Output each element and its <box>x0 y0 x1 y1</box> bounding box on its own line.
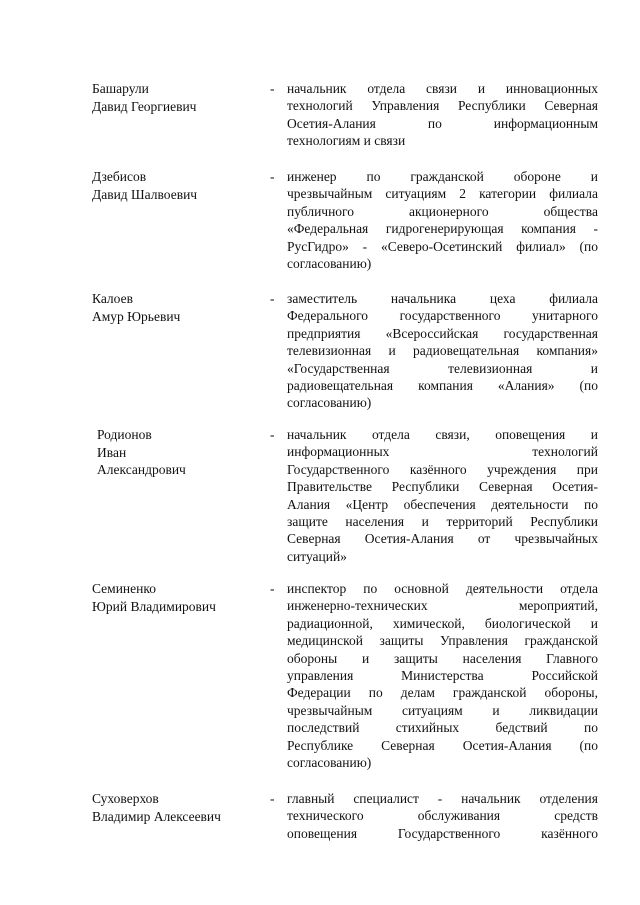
member-name-line: Суховерхов <box>92 791 159 806</box>
position-line: защите населения и территорий Республики <box>287 514 598 530</box>
member-name-line: Иван <box>97 444 127 460</box>
position-line: чрезвычайным ситуациям 2 категории филиала <box>287 186 598 202</box>
position-line: «Государственная телевизионная и <box>287 360 598 376</box>
position-line: заместитель начальника цеха филиала <box>287 291 598 306</box>
member-position <box>287 790 598 842</box>
position-line: публичного акционерного общества <box>287 203 598 219</box>
member-name-line: Дзебисов <box>92 169 147 184</box>
member-name-line: Семиненко <box>92 581 156 596</box>
separator-dash: - <box>270 81 275 96</box>
position-line: технологий Управления Республики Северная <box>287 98 598 114</box>
member-name <box>92 290 180 325</box>
position-line: информационных технологий <box>287 444 598 460</box>
position-line: последствий стихийных бедствий по <box>287 720 598 736</box>
member-name <box>92 168 197 203</box>
position-line: Федерации по делам гражданской обороны, <box>287 685 598 701</box>
position-line: Федерального государственного унитарного <box>287 308 598 324</box>
position-line: технического обслуживания средств <box>287 808 598 824</box>
position-line: главный специалист - начальник отделения <box>287 791 598 806</box>
separator-dash: - <box>270 169 275 184</box>
member-position <box>287 168 598 272</box>
position-line: радиовещательная компания «Алания» (по <box>287 378 598 394</box>
member-position <box>287 290 598 412</box>
member-position <box>287 80 598 150</box>
position-line: управления Министерства Российской <box>287 668 598 684</box>
separator-dash: - <box>270 581 275 596</box>
member-position <box>287 580 598 771</box>
position-line: обороны и защиты населения Главного <box>287 650 598 666</box>
position-line: оповещения Государственного казённого <box>287 825 598 841</box>
position-line: медицинской защиты Управления гражданской <box>287 633 598 649</box>
separator-dash: - <box>270 427 275 442</box>
position-line: согласованию) <box>287 256 372 272</box>
member-name-line: Калоев <box>92 291 133 306</box>
position-line: предприятия «Всероссийская государственная <box>287 325 598 341</box>
position-line: инспектор по основной деятельности отдела <box>287 581 598 596</box>
position-line: Республике Северная Осетия-Алания (по <box>287 737 598 753</box>
position-line: Северная Осетия-Алания от чрезвычайных <box>287 531 598 547</box>
position-line: начальник отдела связи, оповещения и <box>287 427 598 442</box>
position-line: ситуаций» <box>287 548 347 564</box>
position-line: технологиям и связи <box>287 133 406 149</box>
position-line: инженерно-технических мероприятий, <box>287 598 598 614</box>
member-name-line: Амур Юрьевич <box>92 308 181 324</box>
position-line: согласованию) <box>287 395 372 411</box>
separator-dash: - <box>270 791 275 806</box>
member-name-line: Башарули <box>92 81 149 96</box>
position-line: Правительстве Республики Северная Осетия- <box>287 479 598 495</box>
member-name <box>97 426 186 479</box>
position-line: Государственного казённого учреждения при <box>287 461 598 477</box>
position-line: «Федеральная гидрогенерирующая компания - <box>287 221 598 237</box>
member-name <box>92 80 196 115</box>
position-line: Алания «Центр обеспечения деятельности по <box>287 496 598 512</box>
member-name-line: Давид Шалвоевич <box>92 186 198 202</box>
position-line: согласованию) <box>287 755 372 771</box>
member-name-line: Родионов <box>97 427 152 442</box>
position-line: инженер по гражданской обороне и <box>287 169 598 184</box>
position-line: телевизионная и радиовещательная компания» <box>287 343 598 359</box>
member-name-line: Юрий Владимирович <box>92 598 216 614</box>
position-line: радиационной, химической, биологической и <box>287 615 598 631</box>
member-name-line: Владимир Алексеевич <box>92 808 221 824</box>
separator-dash: - <box>270 291 275 306</box>
member-name-line: Давид Георгиевич <box>92 98 197 114</box>
member-name <box>92 580 216 615</box>
position-line: начальник отдела связи и инновационных <box>287 81 598 96</box>
position-line: РусГидро» - «Северо-Осетинский филиал» (по <box>287 238 598 254</box>
position-line: чрезвычайным ситуациям и ликвидации <box>287 702 598 718</box>
position-line: Осетия-Алания по информационным <box>287 115 598 131</box>
member-name-line: Александрович <box>97 462 186 477</box>
member-name <box>92 790 221 825</box>
member-position <box>287 426 598 565</box>
